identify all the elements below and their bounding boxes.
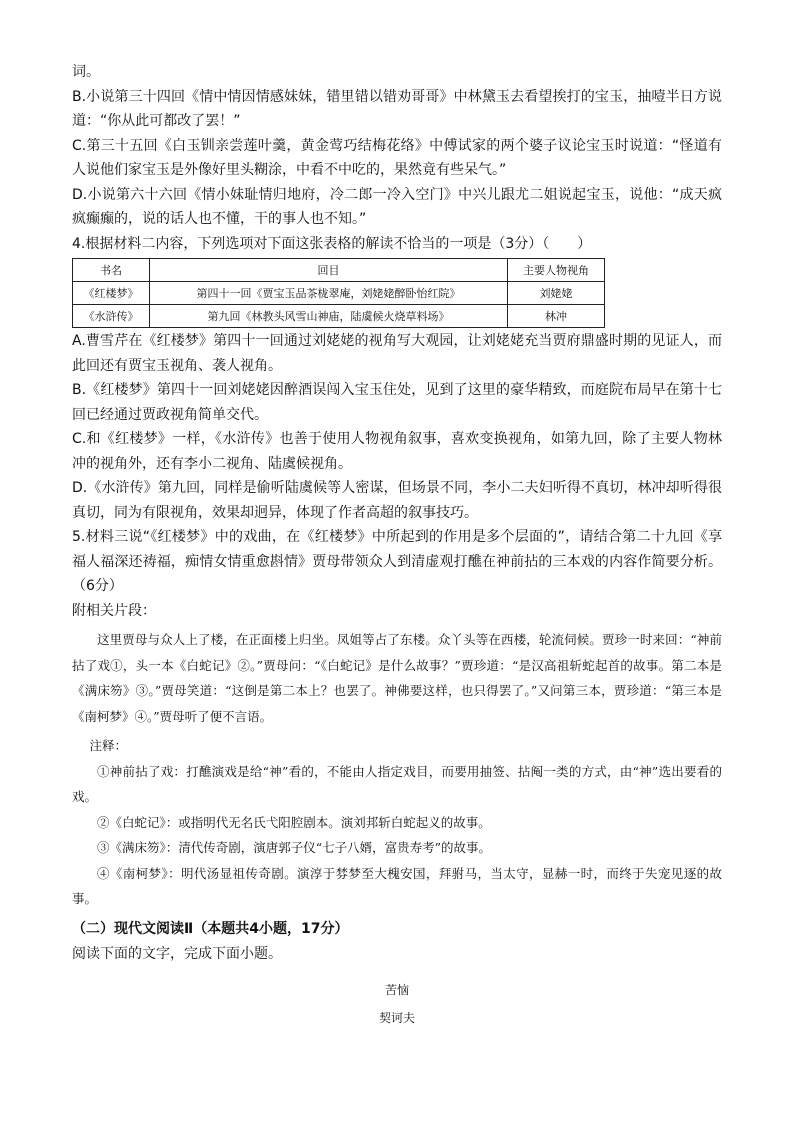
story-title: 苦恼	[384, 983, 409, 997]
attachment-label: 附相关片段：	[72, 602, 156, 619]
q4-option-b: B.《红楼梦》第四十一回刘姥姥因醉酒误闯入宝玉住处，见到了这里的豪华精致，而庭院布局早在第十七回已经通过贾政视角简单交代。	[72, 382, 722, 423]
table-row	[73, 282, 605, 305]
table-row	[73, 305, 605, 328]
q3-option-d: D.小说第六十六回《情小妹耻情归地府，冷二郎一冷入空门》中兴儿跟尤二姐说起宝玉，说他：“成天疯疯癫癫的，说的话人也不懂，干的事人也不知。”	[72, 186, 722, 227]
story-title-block	[72, 976, 722, 1032]
table-cell: 刘姥姥	[508, 282, 605, 305]
document-page	[72, 60, 722, 1032]
table-cell: 《水浒传》	[73, 305, 150, 328]
q4-option-c: C.和《红楼梦》一样，《水浒传》也善于使用人物视角叙事，喜欢变换视角，如第九回，除了主要人物林冲的视角外，还有李小二视角、陆虞候视角。	[72, 431, 722, 472]
perspective-table	[72, 258, 605, 328]
table-cell: 林冲	[508, 305, 605, 328]
question-5: 5.材料三说“《红楼梦》中的戏曲，在《红楼梦》中所起到的作用是多个层面的”，请结合第二十九回《享福人福深还祷福，痴情女情重愈斟情》贾母带领众人到清虚观打醮在神前拈的三本戏的内容作简要分析。（6分）	[72, 529, 722, 594]
q4-option-a: A.曹雪芹在《红楼梦》第四十一回通过刘姥姥的视角写大观园，让刘姥姥充当贾府鼎盛时期的见证人，而此回还有贾宝玉视角、袭人视角。	[72, 333, 722, 374]
q4-option-d: D.《水浒传》第九回，同样是偷听陆虞候等人密谋，但场景不同，李小二夫妇听得不真切，林冲却听得很真切，同为有限视角，效果却迥异，体现了作者高超的叙事技巧。	[72, 480, 722, 521]
table-cell: 第四十一回《贾宝玉品茶栊翠庵，刘姥姥醉卧怡红院》	[150, 282, 508, 305]
table-cell: 第九回《林教头风雪山神庙，陆虞候火烧草料场》	[150, 305, 508, 328]
note-3: ③《满床笏》：清代传奇剧，演唐郭子仪“七子八婿，富贵寿考”的故事。	[97, 840, 492, 855]
story-author: 契诃夫	[378, 1011, 415, 1025]
section-heading: （二）现代文阅读Ⅱ（本题共4小题，17分）	[72, 920, 349, 937]
excerpt-paragraph: 这里贾母与众人上了楼，在正面楼上归坐。凤姐等占了东楼。众丫头等在西楼，轮流伺候。贾珍一时来回：“神前拈了戏①，头一本《白蛇记》②。”贾母问：“《白蛇记》是什么故事？”贾珍道：“是汉高祖斩蛇起首的故事。第二本是《满床笏》③。”贾母笑道：“这倒是第二本上？也罢了。神佛要这样，也只得罢了。”又问第三本，贾珍道：“第三本是《南柯梦》④。”贾母听了便不言语。	[72, 632, 722, 724]
question-4: 4.根据材料二内容，下列选项对下面这张表格的解读不恰当的一项是（3分）（ ）	[72, 235, 592, 252]
table-header: 书名	[73, 259, 150, 282]
note-2: ②《白蛇记》：或指明代无名氏弋阳腔剧本。演刘邦斩白蛇起义的故事。	[97, 814, 491, 830]
q3-option-b: B.小说第三十四回《情中情因情感妹妹，错里错以错劝哥哥》中林黛玉去看望挨打的宝玉，抽噎半日方说道：“你从此可都改了罢！”	[72, 88, 722, 129]
note-4: ④《南柯梦》：明代汤显祖传奇剧。演淳于棼梦至大槐安国，拜驸马，当太守，显赫一时，而终于失宠见逐的故事。	[72, 865, 722, 906]
note-1: ①神前拈了戏：打醮演戏是给“神”看的，不能由人指定戏目，而要用抽签、拈阄一类的方式，由“神”选出要看的戏。	[72, 763, 722, 804]
notes-label: 注释：	[89, 738, 128, 753]
table-cell: 《红楼梦》	[73, 282, 150, 305]
section-instruction: 阅读下面的文字，完成下面小题。	[72, 945, 282, 962]
q3-option-c: C.第三十五回《白玉钏亲尝莲叶羹，黄金莺巧结梅花络》中傅试家的两个婆子议论宝玉时说道：“怪道有人说他们家宝玉是外像好里头糊涂，中看不中吃的，果然竟有些呆气。”	[72, 137, 722, 178]
paragraph-continuation: 词。	[72, 64, 100, 80]
table-header-row	[73, 259, 605, 282]
table-header: 回目	[150, 259, 508, 282]
table-header: 主要人物视角	[508, 259, 605, 282]
